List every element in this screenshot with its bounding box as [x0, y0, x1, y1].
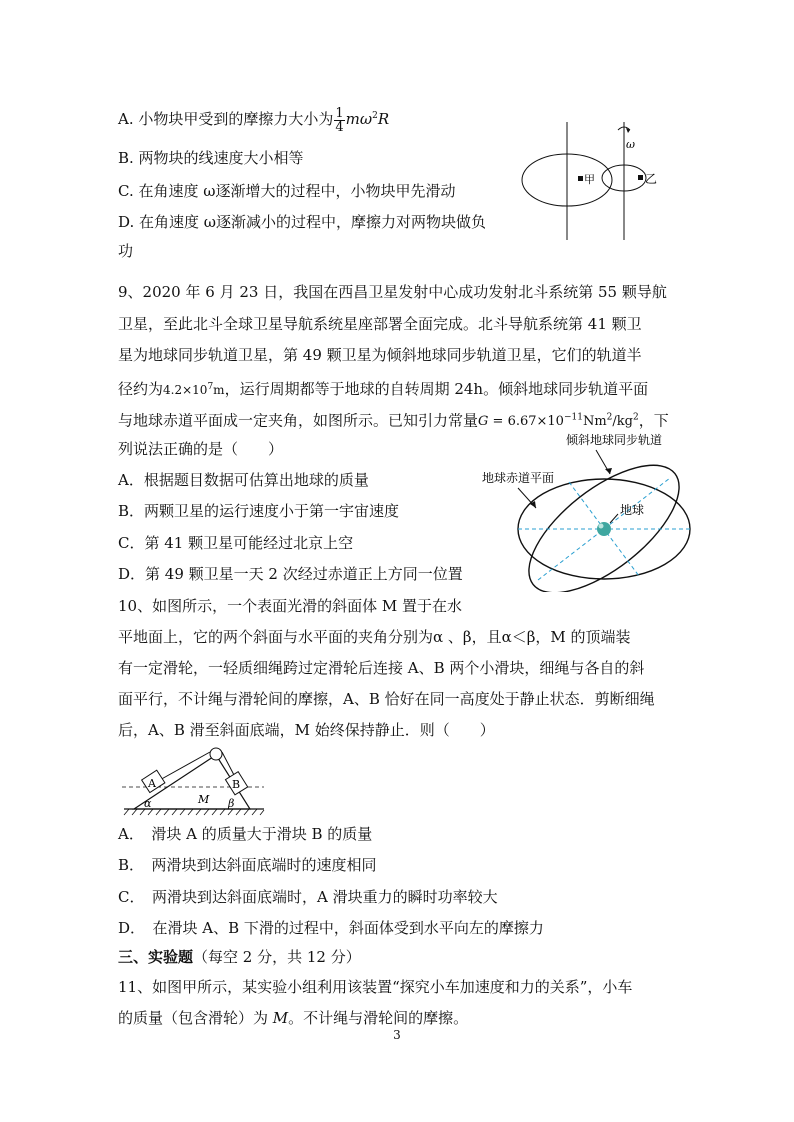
q11-line1: 11、如图甲所示，某实验小组利用该装置“探究小车加速度和力的关系”，小车: [118, 978, 633, 996]
q9-option-a: A．根据题目数据可估算出地球的质量: [118, 471, 369, 489]
q9-line6: 列说法正确的是（ ）: [118, 440, 284, 458]
page-number: 3: [393, 1028, 401, 1042]
q10-line3: 有一定滑轮，一轻质细绳跨过定滑轮后连接 A、B 两个小滑块，细绳与各自的斜: [118, 659, 645, 677]
q8-option-d-line1: D. 在角速度 ω逐渐减小的过程中，摩擦力对两物块做负: [118, 213, 487, 231]
q10-line2: 平地面上，它的两个斜面与水平面的夹角分别为α 、β，且α＜β，M 的顶端装: [118, 628, 631, 646]
q10-option-c: C． 两滑块到达斜面底端时，A 滑块重力的瞬时功率较大: [118, 888, 498, 906]
q9-gravity-constant: $G = 6.67\times 10^{-11}Nm^2/kg^2$: [478, 413, 639, 430]
q9-line4: 径约为$4.2\times 10^7m$，运行周期都等于地球的自转周期 24h。倾斜地球同步轨道平面: [118, 380, 649, 398]
q10-line5: 后，A、B 滑至斜面底端，M 始终保持静止．则（ ）: [118, 721, 495, 739]
q10-option-a: A． 滑块 A 的质量大于滑块 B 的质量: [118, 825, 373, 843]
q8-option-c: C. 在角速度 ω逐渐增大的过程中，小物块甲先滑动: [118, 182, 456, 200]
q10-alpha-label: α: [144, 797, 152, 810]
q8-option-b: B. 两物块的线速度大小相等: [118, 149, 304, 167]
q9-line2: 卫星，至此北斗全球卫星导航系统星座部署全面完成。北斗导航系统第 41 颗卫: [118, 315, 642, 333]
q8-omega-label: ω: [626, 138, 635, 151]
q8-fraction: $\frac{1}{4}$: [335, 105, 344, 135]
svg-text:A: A: [148, 777, 156, 790]
q8-disc-figure: [520, 120, 680, 242]
q11-line2: 的质量（包含滑轮）为 M。不计绳与滑轮间的摩擦。: [118, 1009, 469, 1027]
q10-incline-figure: [118, 745, 268, 817]
q9-line5: 与地球赤道平面成一定夹角，如图所示。已知引力常量$G = 6.67\times 10^{-11}Nm^2/kg^2$，下: [118, 411, 669, 430]
q9-option-d: D．第 49 颗卫星一天 2 次经过赤道正上方同一位置: [118, 565, 463, 583]
q8-block-jia: [578, 176, 583, 181]
q9-earth-label: 地球: [620, 503, 645, 517]
q8-block-yi: [638, 175, 643, 180]
q9-line3: 星为地球同步轨道卫星，第 49 颗卫星为倾斜地球同步轨道卫星，它们的轨道半: [118, 346, 642, 364]
q9-option-b: B．两颗卫星的运行速度小于第一宇宙速度: [118, 502, 400, 520]
q9-radius: $4.2\times 10^7m$: [163, 382, 225, 397]
q8-yi-label: 乙: [645, 172, 658, 186]
q8-jia-label: 甲: [584, 173, 595, 186]
pulley-icon: [210, 748, 222, 760]
q10-line1: 10、如图所示，一个表面光滑的斜面体 M 置于在水: [118, 597, 462, 615]
earth-icon: [597, 522, 611, 536]
q10-beta-label: β: [228, 797, 235, 810]
section-3-heading: [118, 947, 361, 967]
q8-option-a: A. 小物块甲受到的摩擦力大小为 $\frac{1}{4}$ $m\omega^2R$: [118, 105, 390, 135]
q9-equator-plane-label: 地球赤道平面: [482, 471, 555, 485]
q10-option-d: D． 在滑块 A、B 下滑的过程中，斜面体受到水平向左的摩擦力: [118, 919, 544, 937]
q9-option-c: C．第 41 颗卫星可能经过北京上空: [118, 534, 354, 552]
q8-option-d-line2: 功: [118, 242, 134, 260]
q9-orbit-figure: [478, 430, 700, 592]
q10-m-label: M: [198, 793, 210, 806]
q10-line4: 面平行，不计绳与滑轮间的摩擦，A、B 恰好在同一高度处于静止状态．剪断细绳: [118, 690, 655, 708]
svg-text:B: B: [232, 778, 241, 791]
q10-option-b: B． 两滑块到达斜面底端时的速度相同: [118, 856, 377, 874]
q9-tilted-orbit-label: 倾斜地球同步轨道: [566, 433, 663, 447]
q9-line1: 9、2020 年 6 月 23 日，我国在西昌卫星发射中心成功发射北斗系统第 55 颗导航: [118, 283, 667, 301]
section-3-note: （每空 2 分，共 12 分）: [193, 948, 361, 966]
section-3-title: 三、实验题: [118, 948, 194, 966]
